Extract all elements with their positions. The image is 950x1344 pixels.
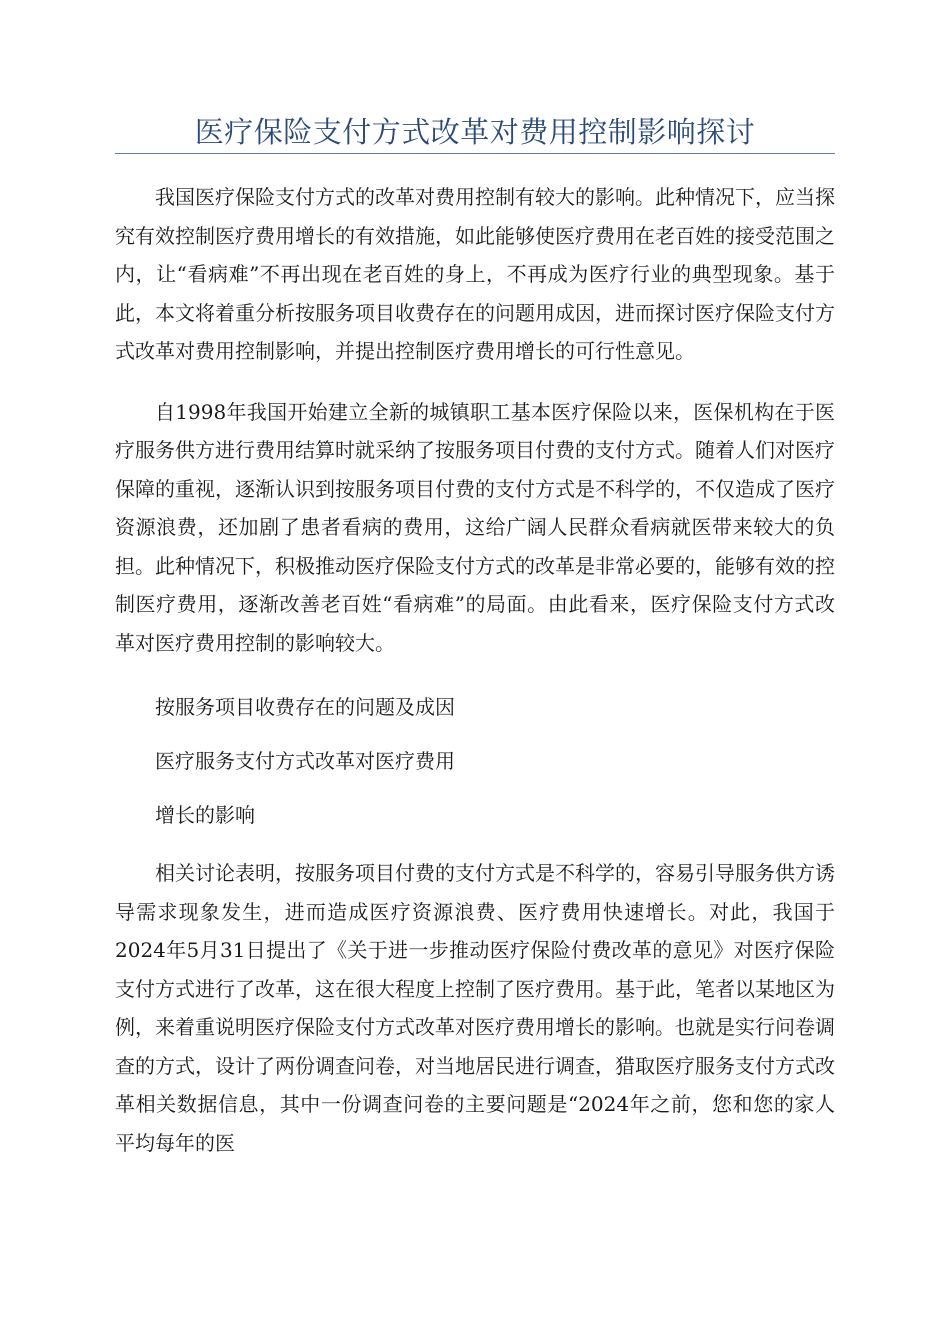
document-body — [115, 154, 835, 1162]
section-heading-problems: 按服务项目收费存在的问题及成因 — [155, 695, 455, 719]
section-heading-reform-line2: 增长的影响 — [155, 803, 255, 827]
paragraph-intro: 我国医疗保险支付方式的改革对费用控制有较大的影响。此种情况下，应当探究有效控制医疗费用增长的有效措施，如此能够使医疗费用在老百姓的接受范围之内，让“看病难”不再出现在老百姓的身上，不再成为医疗行业的典型现象。基于此，本文将着重分析按服务项目收费存在的问题用成因，进而探讨医疗保险支付方式改革对费用控制影响，并提出控制医疗费用增长的可行性意见。 — [115, 185, 835, 363]
document-title: 医疗保险支付方式改革对费用控制影响探讨 — [194, 115, 756, 149]
paragraph-survey: 相关讨论表明，按服务项目付费的支付方式是不科学的，容易引导服务供方诱导需求现象发生，进而造成医疗资源浪费、医疗费用快速增长。对此，我国于2024年5月31日提出了《关于进一步推动医疗保险付费改革的意见》对医疗保险支付方式进行了改革，这在很大程度上控制了医疗费用。基于此，笔者以某地区为例，来着重说明医疗保险支付方式改革对医疗费用增长的影响。也就是实行问卷调查的方式，设计了两份调查问卷，对当地居民进行调查，猎取医疗服务支付方式改革相关数据信息，其中一份调查问卷的主要问题是“2024年之前，您和您的家人平均每年的医 — [115, 861, 835, 1155]
paragraph-background: 自1998年我国开始建立全新的城镇职工基本医疗保险以来，医保机构在于医疗服务供方进行费用结算时就采纳了按服务项目付费的支付方式。随着人们对医疗保障的重视，逐渐认识到按服务项目付费的支付方式是不科学的，不仅造成了医疗资源浪费，还加剧了患者看病的费用，这给广阔人民群众看病就医带来较大的负担。此种情况下，积极推动医疗保险支付方式的改革是非常必要的，能够有效的控制医疗费用，逐渐改善老百姓“看病难”的局面。由此看来，医疗保险支付方式改革对医疗费用控制的影响较大。 — [115, 399, 835, 655]
section-heading-reform-line1: 医疗服务支付方式改革对医疗费用 — [155, 749, 455, 773]
